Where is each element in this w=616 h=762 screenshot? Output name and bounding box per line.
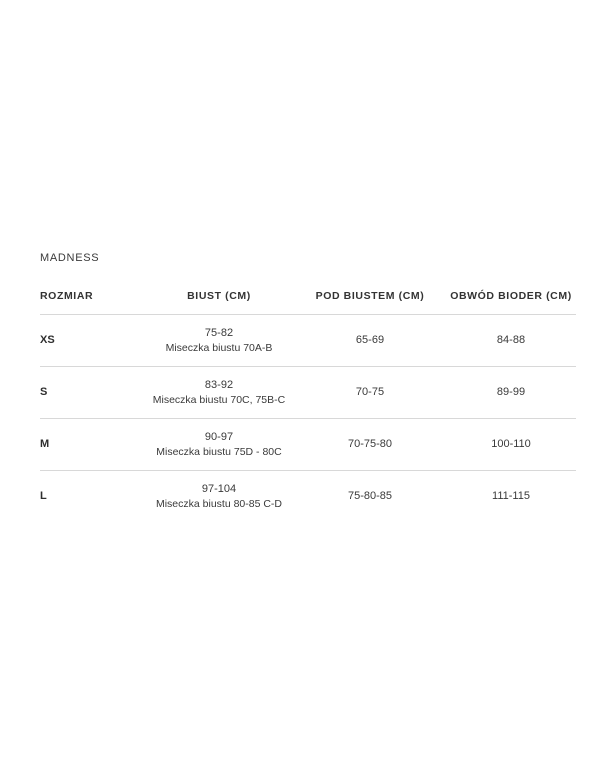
table-row [40, 367, 576, 419]
table-row [40, 419, 576, 471]
table-row [40, 471, 576, 523]
cell-underbust: 75-80-85 [347, 490, 393, 503]
cell-bust-range: 97-104 [201, 483, 237, 496]
cell-underbust: 70-75 [355, 386, 385, 399]
cell-underbust: 70-75-80 [347, 438, 393, 451]
cell-bust-cup: Miseczka biustu 75D - 80C [156, 445, 282, 458]
cell-bust [144, 471, 294, 523]
cell-bust-range: 83-92 [204, 379, 234, 392]
column-header-size: ROZMIAR [40, 290, 94, 302]
table-row [40, 315, 576, 367]
cell-underbust: 65-69 [355, 334, 385, 347]
cell-bust-cup: Miseczka biustu 70C, 75B-C [152, 393, 286, 406]
cell-hips: 100-110 [491, 438, 531, 451]
cell-bust [144, 315, 294, 367]
cell-bust-range: 90-97 [204, 431, 234, 444]
cell-bust-cup: Miseczka biustu 70A-B [165, 341, 273, 354]
cell-size: M [40, 438, 50, 451]
cell-bust [144, 419, 294, 471]
cell-hips: 111-115 [492, 490, 530, 503]
cell-bust-range: 75-82 [204, 327, 234, 339]
cell-size: S [40, 386, 48, 399]
column-header-bust: BIUST (CM) [187, 290, 251, 302]
column-header-hips: OBWÓD BIODER (CM) [450, 290, 572, 302]
cell-hips: 84-88 [496, 334, 526, 347]
table-header [40, 290, 576, 315]
cell-bust [144, 367, 294, 419]
cell-bust-cup: Miseczka biustu 80-85 C-D [155, 497, 283, 510]
cell-size: XS [40, 334, 55, 347]
cell-size: L [40, 490, 47, 503]
table-body [40, 315, 576, 523]
brand-title: MADNESS [40, 252, 100, 264]
size-chart-table [40, 290, 576, 522]
table-header-row [40, 290, 576, 315]
column-header-underbust: POD BIUSTEM (CM) [315, 290, 425, 302]
cell-hips: 89-99 [496, 386, 526, 399]
